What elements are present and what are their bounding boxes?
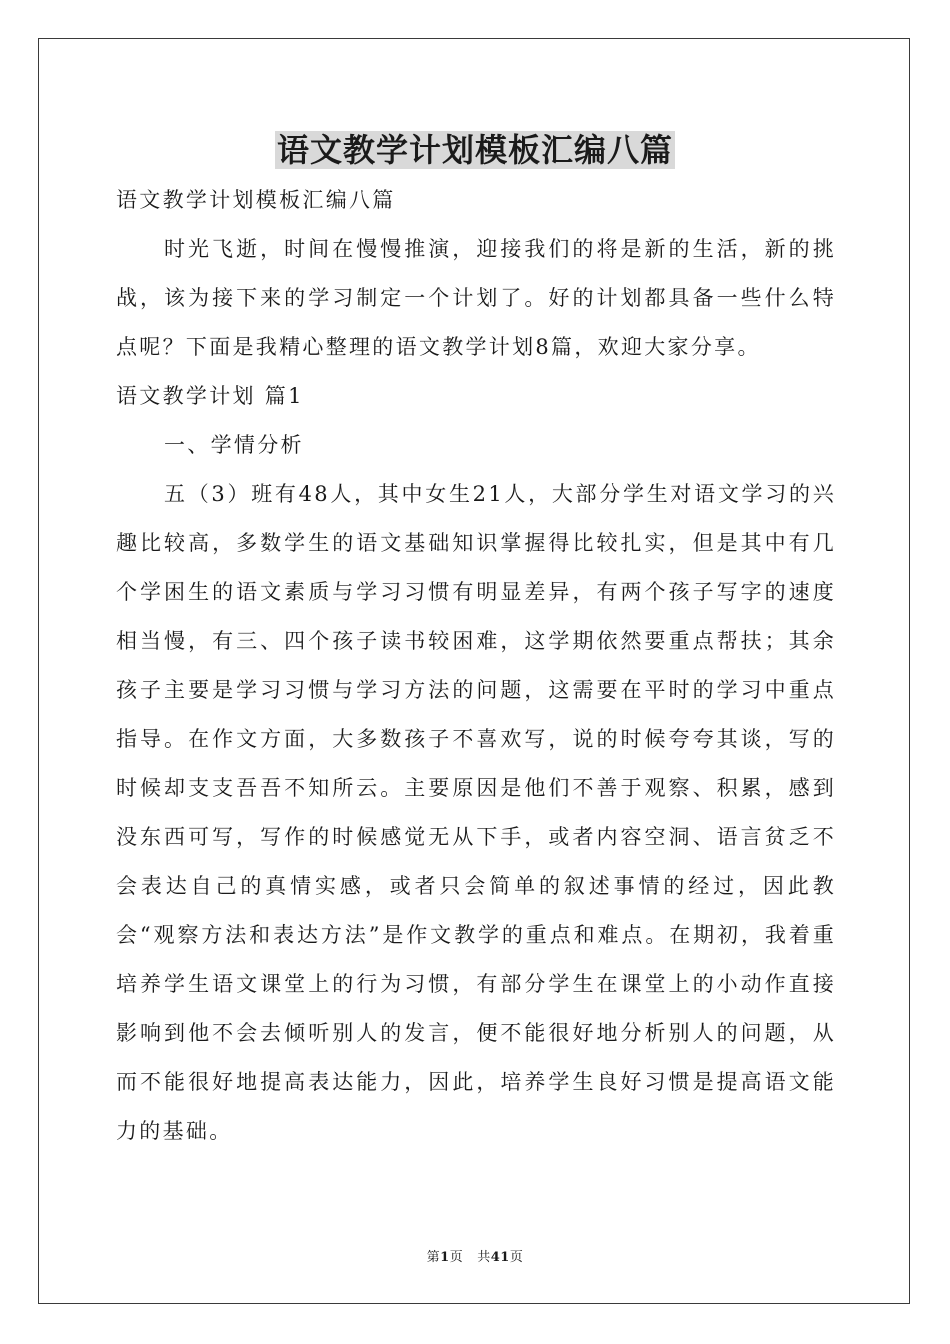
page-suffix: 页 — [449, 1250, 464, 1265]
total-suffix: 页 — [509, 1250, 524, 1265]
document-title — [0, 124, 950, 176]
total-pages: 41 — [490, 1250, 510, 1265]
page-footer — [0, 1249, 950, 1267]
subsection-heading: 一、学情分析 — [164, 433, 304, 457]
subtitle-paragraph: 语文教学计划模板汇编八篇 — [116, 188, 396, 212]
total-prefix: 共 — [477, 1250, 491, 1265]
page-number: 1 — [440, 1250, 450, 1265]
page-prefix: 第 — [426, 1250, 441, 1265]
document-body — [116, 176, 836, 1156]
body-paragraph: 五（3）班有48人，其中女生21人，大部分学生对语文学习的兴趣比较高，多数学生的语文基础知识掌握得比较扎实，但是其中有几个学困生的语文素质与学习习惯有明显差异，有两个孩子写字的速度相当慢，有三、四个孩子读书较困难，这学期依然要重点帮扶；其余孩子主要是学习习惯与学习方法的问题，这需要在平时的学习中重点指导。在作文方面，大多数孩子不喜欢写，说的时候夸夸其谈，写的时候却支支吾吾不知所云。主要原因是他们不善于观察、积累，感到没东西可写，写作的时候感觉无从下手，或者内容空洞、语言贫乏不会表达自己的真情实感，或者只会简单的叙述事情的经过，因此教会“观察方法和表达方法”是作文教学的重点和难点。在期初，我着重培养学生语文课堂上的行为习惯，有部分学生在课堂上的小动作直接影响到他不会去倾听别人的发言，便不能很好地分析别人的问题，从而不能很好地提高表达能力，因此，培养学生良好习惯是提高语文能力的基础。 — [116, 482, 836, 1143]
document-title-text: 语文教学计划模板汇编八篇 — [276, 131, 673, 169]
section-heading: 语文教学计划 篇1 — [116, 384, 304, 408]
intro-paragraph: 时光飞逝，时间在慢慢推演，迎接我们的将是新的生活，新的挑战，该为接下来的学习制定一个计划了。好的计划都具备一些什么特点呢？下面是我精心整理的语文教学计划8篇，欢迎大家分享。 — [116, 237, 836, 359]
